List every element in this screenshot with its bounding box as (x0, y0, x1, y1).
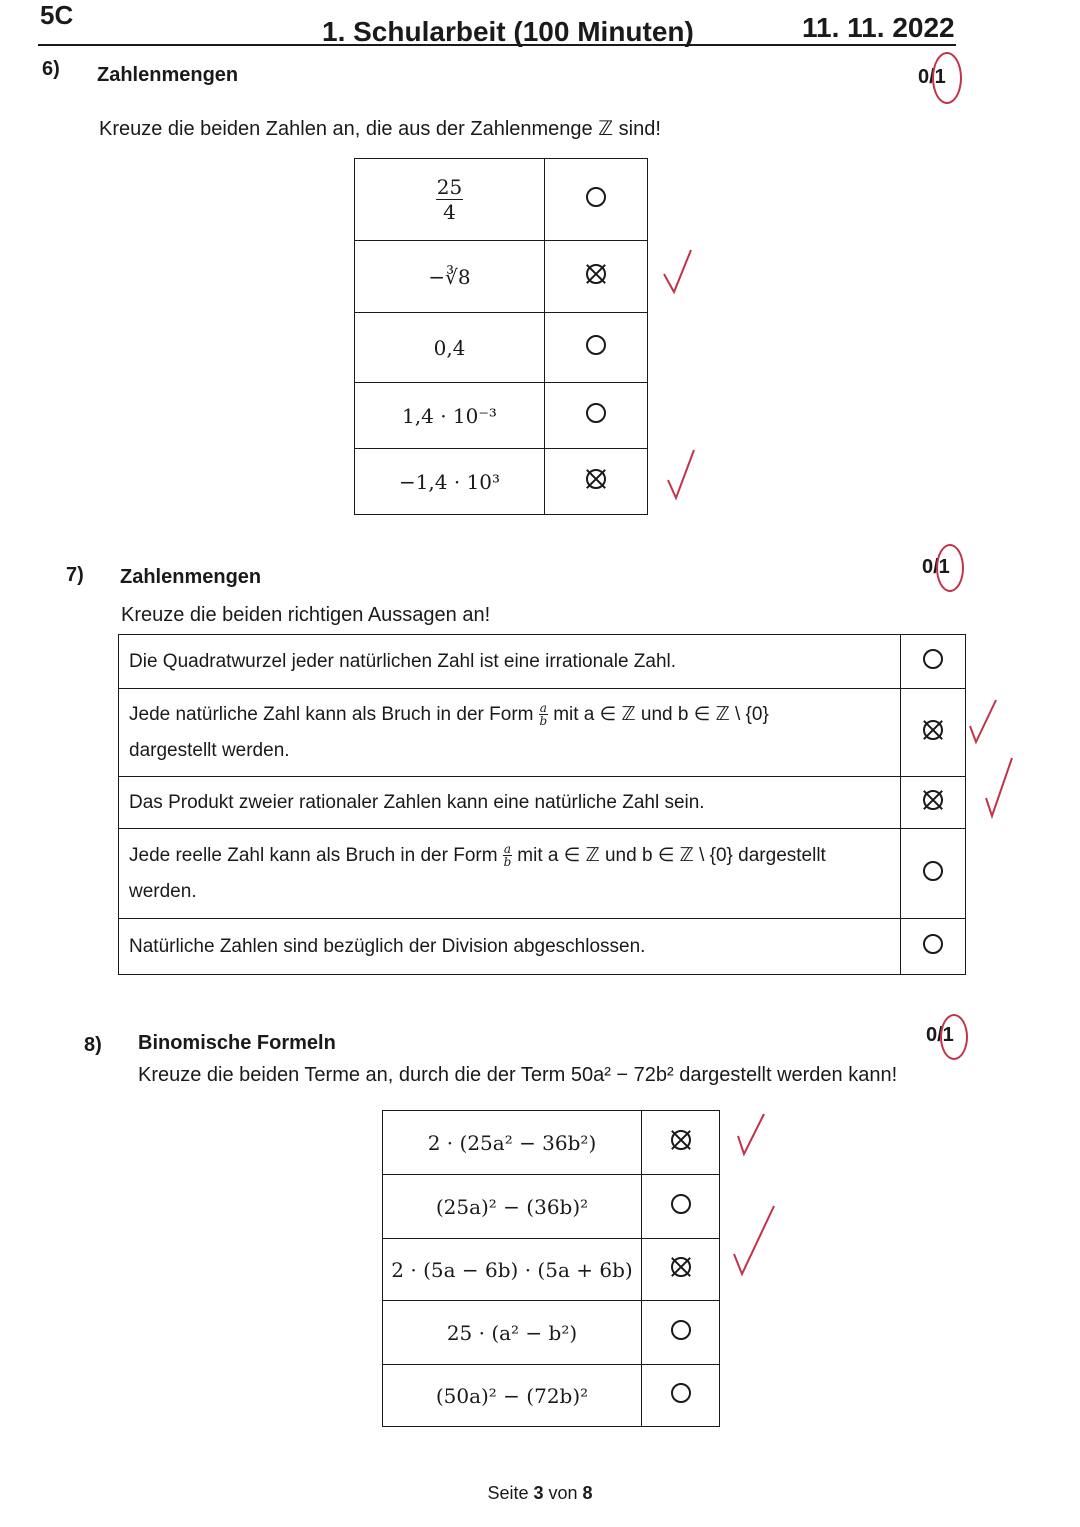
answer-circle (923, 649, 943, 669)
answer-circle-crossed (923, 720, 943, 740)
q6-option-2: −∛8 (355, 241, 545, 313)
question-6-title: Zahlenmengen (97, 64, 239, 86)
statement-text: mit a ∈ ℤ und b ∈ ℤ \ {0} (553, 703, 769, 725)
answer-circle-crossed (923, 790, 943, 810)
fraction-numerator: a (539, 700, 547, 715)
q6-checkbox-1[interactable] (545, 159, 648, 241)
q8-option-5: (50a)² − (72b)² (383, 1365, 642, 1427)
question-7-instruction: Kreuze die beiden richtigen Aussagen an! (121, 604, 491, 626)
answer-circle (671, 1320, 691, 1340)
question-7-number: 7) (66, 564, 84, 586)
fraction (436, 175, 463, 224)
tick-mark-icon (664, 446, 698, 502)
q6-checkbox-4[interactable] (545, 383, 648, 449)
q8-checkbox-5[interactable] (642, 1365, 720, 1427)
q8-option-4: 25 · (a² − b²) (383, 1301, 642, 1365)
question-7-title: Zahlenmengen (120, 566, 262, 588)
answer-circle (586, 187, 606, 207)
question-8-number: 8) (84, 1034, 102, 1056)
q7-statement-5: Natürliche Zahlen sind bezüglich der Division abgeschlossen. (119, 919, 901, 975)
answer-circle-crossed (671, 1130, 691, 1150)
q6-option-4: 1,4 · 10⁻³ (355, 383, 545, 449)
question-6-instruction: Kreuze die beiden Zahlen an, die aus der Zahlenmenge ℤ sind! (99, 118, 661, 140)
tick-mark-icon (982, 754, 1016, 820)
score-ring (936, 544, 964, 592)
statement-text: Jede natürliche Zahl kann als Bruch in der Form (129, 703, 534, 725)
q6-option-3: 0,4̇ (355, 313, 545, 383)
q8-checkbox-2[interactable] (642, 1175, 720, 1239)
q8-checkbox-4[interactable] (642, 1301, 720, 1365)
question-7-score (922, 556, 950, 579)
fraction-numerator: a (503, 841, 511, 856)
statement-text: werden. (129, 880, 197, 902)
tick-mark-icon (730, 1202, 778, 1278)
page-footer (0, 1483, 1080, 1504)
q7-checkbox-5[interactable] (901, 919, 966, 975)
q6-checkbox-3[interactable] (545, 313, 648, 383)
answer-circle-crossed (586, 264, 606, 284)
statement-text: dargestellt werden. (129, 739, 290, 761)
exam-date: 11. 11. 2022 (802, 12, 955, 43)
tick-mark-icon (966, 696, 1000, 746)
q7-checkbox-1[interactable] (901, 635, 966, 689)
question-6-table (354, 158, 648, 515)
statement-text: Jede reelle Zahl kann als Bruch in der Form (129, 844, 498, 866)
question-8-score (926, 1024, 954, 1047)
class-label: 5C (40, 0, 74, 30)
answer-circle (923, 934, 943, 954)
exam-title: 1. Schularbeit (100 Minuten) (322, 16, 694, 47)
fraction-denominator: b (539, 713, 548, 728)
score-text: 0/1 (918, 66, 946, 88)
q6-checkbox-2[interactable] (545, 241, 648, 313)
q7-checkbox-2[interactable] (901, 689, 966, 777)
fraction-denominator: 4 (443, 200, 456, 224)
fraction-denominator: b (503, 854, 512, 869)
q7-statement-4 (119, 829, 901, 919)
answer-circle (586, 335, 606, 355)
score-ring (932, 52, 962, 104)
fraction-numerator: 25 (436, 175, 463, 199)
q8-checkbox-1[interactable] (642, 1111, 720, 1175)
q6-option-5: −1,4 · 10³ (355, 449, 545, 515)
fraction (503, 843, 512, 868)
q6-option-1 (355, 159, 545, 241)
question-8-table (382, 1110, 720, 1427)
question-8-title: Binomische Formeln (138, 1032, 336, 1054)
answer-circle (671, 1383, 691, 1403)
statement-text: mit a ∈ ℤ und b ∈ ℤ \ {0} dargestellt (517, 844, 826, 866)
question-7-table (118, 634, 966, 975)
q7-statement-3: Das Produkt zweier rationaler Zahlen kann eine natürliche Zahl sein. (119, 777, 901, 829)
q8-option-2: (25a)² − (36b)² (383, 1175, 642, 1239)
fraction (539, 702, 548, 727)
footer-middle: von (543, 1483, 583, 1503)
q7-checkbox-3[interactable] (901, 777, 966, 829)
q8-option-3: 2 · (5a − 6b) · (5a + 6b) (383, 1239, 642, 1301)
answer-circle (671, 1194, 691, 1214)
tick-mark-icon (660, 246, 694, 296)
question-8-instruction: Kreuze die beiden Terme an, durch die der Term 50a² − 72b² dargestellt werden kann! (138, 1064, 898, 1086)
answer-circle (923, 861, 943, 881)
current-page: 3 (533, 1483, 544, 1503)
q7-checkbox-4[interactable] (901, 829, 966, 919)
header-rule (38, 44, 956, 46)
answer-circle (586, 403, 606, 423)
score-ring (940, 1014, 968, 1060)
answer-circle-crossed (671, 1257, 691, 1277)
q6-checkbox-5[interactable] (545, 449, 648, 515)
question-6-number: 6) (42, 58, 60, 80)
score-text: 0/1 (922, 556, 950, 578)
tick-mark-icon (734, 1110, 768, 1158)
answer-circle-crossed (586, 469, 606, 489)
q7-statement-2 (119, 689, 901, 777)
q8-checkbox-3[interactable] (642, 1239, 720, 1301)
total-pages: 8 (582, 1483, 593, 1503)
score-text: 0/1 (926, 1024, 954, 1046)
question-6-score (918, 66, 946, 89)
q8-option-1: 2 · (25a² − 36b²) (383, 1111, 642, 1175)
footer-prefix: Seite (487, 1483, 534, 1503)
q7-statement-1: Die Quadratwurzel jeder natürlichen Zahl ist eine irrationale Zahl. (119, 635, 901, 689)
